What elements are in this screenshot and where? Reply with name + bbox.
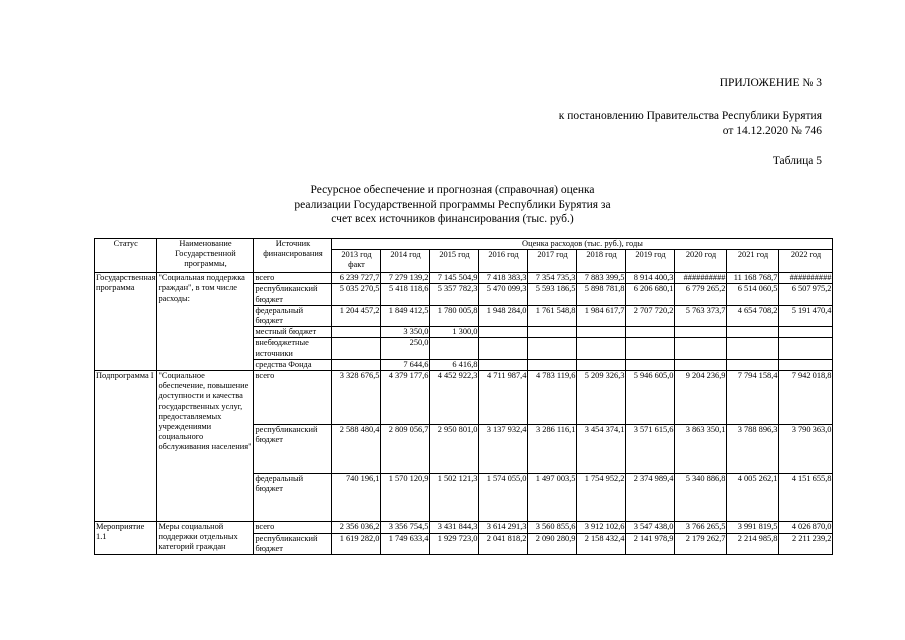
amount-cell: 7 279 139,2 [381, 273, 430, 284]
source-cell: республиканский бюджет [254, 425, 332, 474]
amount-cell: 3 766 265,5 [675, 522, 727, 534]
amount-cell: 3 454 374,1 [577, 425, 626, 474]
amount-cell: 6 779 265,2 [675, 284, 727, 305]
header-year: 2016 год [479, 250, 528, 273]
table-label: Таблица 5 [772, 155, 822, 167]
amount-cell: 5 035 270,5 [332, 284, 381, 305]
amount-cell: 5 593 186,5 [528, 284, 577, 305]
amount-cell: 1 761 548,8 [528, 305, 577, 326]
title-line-1: Ресурсное обеспечение и прогнозная (справочная) оценка [310, 184, 595, 196]
amount-cell: 2 950 801,0 [430, 425, 479, 474]
amount-cell: 3 356 754,5 [381, 522, 430, 534]
amount-cell: 1 749 633,4 [381, 534, 430, 555]
amount-cell [577, 338, 626, 359]
amount-cell: 2 809 056,7 [381, 425, 430, 474]
resolution-reference [559, 109, 822, 139]
amount-cell [626, 359, 675, 370]
amount-cell: 3 912 102,6 [577, 522, 626, 534]
amount-cell [528, 359, 577, 370]
header-year: 2022 год [779, 250, 833, 273]
amount-cell: 740 196,1 [332, 474, 381, 522]
amount-cell: 9 204 236,9 [675, 371, 727, 425]
header-estimate: Оценка расходов (тыс. руб.), годы [332, 239, 833, 250]
source-cell: местный бюджет [254, 327, 332, 338]
status-cell: Мероприятие 1.1 [95, 522, 157, 555]
amount-cell: 5 340 886,8 [675, 474, 727, 522]
amount-cell: 1 929 723,0 [430, 534, 479, 555]
amount-cell: 4 151 655,8 [779, 474, 833, 522]
amount-cell: 2 356 036,2 [332, 522, 381, 534]
amount-cell: 1 204 457,2 [332, 305, 381, 326]
status-cell: Государственная программа [95, 273, 157, 371]
amount-cell: 1 984 617,7 [577, 305, 626, 326]
amount-cell: 1 780 005,8 [430, 305, 479, 326]
amount-cell: 2 158 432,4 [577, 534, 626, 555]
header-year: 2018 год [577, 250, 626, 273]
source-cell: средства Фонда [254, 359, 332, 370]
amount-cell: 5 946 605,0 [626, 371, 675, 425]
amount-cell: 6 239 727,7 [332, 273, 381, 284]
amount-cell: 6 416,8 [430, 359, 479, 370]
resolution-line-1: к постановлению Правительства Республики Бурятия [558, 110, 822, 122]
amount-cell: 4 711 987,4 [479, 371, 528, 425]
amount-cell: 1 502 121,3 [430, 474, 479, 522]
source-cell: внебюджетные источники [254, 338, 332, 359]
amount-cell: 7 883 399,5 [577, 273, 626, 284]
amount-cell: 4 654 708,2 [727, 305, 779, 326]
amount-cell [528, 338, 577, 359]
amount-cell [577, 359, 626, 370]
amount-cell: 4 783 119,6 [528, 371, 577, 425]
amount-cell: 5 470 099,3 [479, 284, 528, 305]
amount-cell [577, 327, 626, 338]
program-name-cell: "Социальная поддержка граждан", в том числе расходы: [157, 273, 254, 371]
header-year: 2017 год [528, 250, 577, 273]
amount-cell: 5 209 326,3 [577, 371, 626, 425]
source-cell: всего [254, 273, 332, 284]
amount-cell: 1 619 282,0 [332, 534, 381, 555]
amount-cell [675, 338, 727, 359]
amount-cell: 1 497 003,5 [528, 474, 577, 522]
header-year: 2013 год факт [332, 250, 381, 273]
amount-cell [675, 359, 727, 370]
amount-cell: 1 574 055,0 [479, 474, 528, 522]
amount-cell: 11 168 768,7 [727, 273, 779, 284]
header-year: 2015 год [430, 250, 479, 273]
amount-cell: 1 754 952,2 [577, 474, 626, 522]
header-status: Статус [95, 239, 157, 273]
table-row [95, 522, 833, 534]
source-cell: федеральный бюджет [254, 474, 332, 522]
amount-cell: 6 206 680,1 [626, 284, 675, 305]
amount-cell [626, 327, 675, 338]
amount-cell [332, 338, 381, 359]
source-cell: всего [254, 371, 332, 425]
amount-cell: 3 547 438,0 [626, 522, 675, 534]
amount-cell: 6 507 975,2 [779, 284, 833, 305]
amount-cell: 2 588 480,4 [332, 425, 381, 474]
amount-cell: 2 707 720,2 [626, 305, 675, 326]
amount-cell [479, 327, 528, 338]
amount-cell [332, 327, 381, 338]
amount-cell: 7 794 158,4 [727, 371, 779, 425]
amount-cell: 7 145 504,9 [430, 273, 479, 284]
resolution-line-2: от 14.12.2020 № 746 [722, 125, 822, 137]
source-cell: республиканский бюджет [254, 284, 332, 305]
amount-cell [479, 359, 528, 370]
amount-cell [779, 359, 833, 370]
table-row [95, 273, 833, 284]
amount-cell [528, 327, 577, 338]
program-name-cell: Меры социальной поддержки отдельных категорий граждан [157, 522, 254, 555]
financing-table [94, 238, 833, 555]
header-year: 2020 год [675, 250, 727, 273]
header-year: 2019 год [626, 250, 675, 273]
source-cell: федеральный бюджет [254, 305, 332, 326]
amount-cell: 2 179 262,7 [675, 534, 727, 555]
amount-cell: 3 431 844,3 [430, 522, 479, 534]
amount-cell: ########## [779, 273, 833, 284]
amount-cell: 4 452 922,3 [430, 371, 479, 425]
amount-cell: 7 354 735,3 [528, 273, 577, 284]
amount-cell: 3 991 819,5 [727, 522, 779, 534]
amount-cell: 1 570 120,9 [381, 474, 430, 522]
amount-cell: 4 026 870,0 [779, 522, 833, 534]
program-name-cell: "Социальное обеспечение, повышение доступности и качества государственных услуг, предоставляемых учреждениями социального обслуживания населения" [157, 371, 254, 522]
amount-cell: 4 379 177,6 [381, 371, 430, 425]
header-name: Наименование Государственной программы, [157, 239, 254, 273]
amount-cell: 2 214 985,8 [727, 534, 779, 555]
amount-cell: 1 300,0 [430, 327, 479, 338]
amount-cell: 5 898 781,8 [577, 284, 626, 305]
amount-cell: 2 141 978,9 [626, 534, 675, 555]
amount-cell: 250,0 [381, 338, 430, 359]
appendix-label: ПРИЛОЖЕНИЕ № 3 [719, 77, 822, 89]
source-cell: республиканский бюджет [254, 534, 332, 555]
amount-cell: 5 763 373,7 [675, 305, 727, 326]
title-line-2: реализации Государственной программы Республики Бурятия за [294, 198, 611, 211]
amount-cell: 3 137 932,4 [479, 425, 528, 474]
amount-cell: 7 942 018,8 [779, 371, 833, 425]
amount-cell: 6 514 060,5 [727, 284, 779, 305]
amount-cell: 3 328 676,5 [332, 371, 381, 425]
amount-cell: 3 350,0 [381, 327, 430, 338]
amount-cell: 7 644,6 [381, 359, 430, 370]
amount-cell [727, 338, 779, 359]
amount-cell: 5 191 470,4 [779, 305, 833, 326]
amount-cell: 1 948 284,0 [479, 305, 528, 326]
source-cell: всего [254, 522, 332, 534]
header-source: Источник финансирования [254, 239, 332, 273]
title-line-3: счет всех источников финансирования (тыс. руб.) [331, 213, 574, 225]
amount-cell [675, 327, 727, 338]
amount-cell: 2 374 989,4 [626, 474, 675, 522]
amount-cell: 5 357 782,3 [430, 284, 479, 305]
amount-cell: 5 418 118,6 [381, 284, 430, 305]
amount-cell [779, 338, 833, 359]
amount-cell: ########## [675, 273, 727, 284]
amount-cell: 8 914 400,3 [626, 273, 675, 284]
amount-cell: 3 614 291,3 [479, 522, 528, 534]
amount-cell: 3 571 615,6 [626, 425, 675, 474]
amount-cell: 7 418 383,3 [479, 273, 528, 284]
status-cell: Подпрограмма I [95, 371, 157, 522]
amount-cell: 3 863 350,1 [675, 425, 727, 474]
amount-cell [479, 338, 528, 359]
amount-cell: 3 788 896,3 [727, 425, 779, 474]
amount-cell: 3 790 363,0 [779, 425, 833, 474]
table-row [95, 371, 833, 425]
amount-cell: 4 005 262,1 [727, 474, 779, 522]
amount-cell [727, 359, 779, 370]
amount-cell: 3 560 855,6 [528, 522, 577, 534]
amount-cell [626, 338, 675, 359]
amount-cell: 2 211 239,2 [779, 534, 833, 555]
header-year: 2014 год [381, 250, 430, 273]
amount-cell [430, 338, 479, 359]
amount-cell: 1 849 412,5 [381, 305, 430, 326]
document-title [0, 183, 905, 227]
amount-cell: 2 041 818,2 [479, 534, 528, 555]
amount-cell [779, 327, 833, 338]
amount-cell: 3 286 116,1 [528, 425, 577, 474]
amount-cell: 2 090 280,9 [528, 534, 577, 555]
amount-cell [727, 327, 779, 338]
amount-cell [332, 359, 381, 370]
header-year: 2021 год [727, 250, 779, 273]
